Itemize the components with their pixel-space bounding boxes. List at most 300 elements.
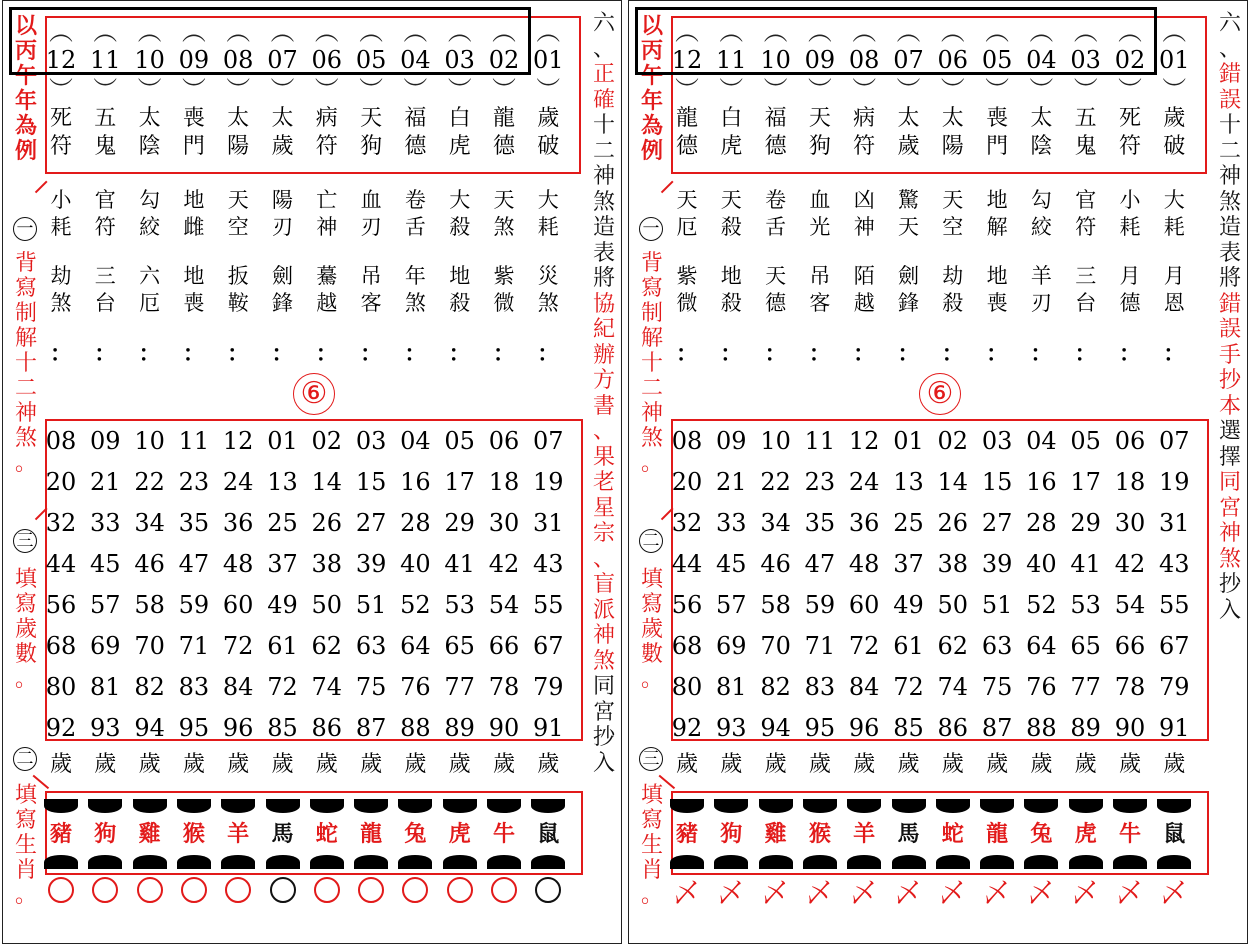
secondary-god-a: 天殺	[720, 188, 742, 239]
position-number: 07	[893, 46, 924, 74]
age-number: 38	[937, 550, 969, 578]
step3-char: 寫	[640, 592, 663, 617]
title-char: 抄	[592, 725, 615, 750]
age-number: 27	[981, 509, 1013, 537]
god-name: 病符	[853, 106, 876, 159]
step1-char: 神	[640, 401, 663, 426]
paren-open: ︵	[359, 18, 384, 46]
secondary-god-b: 天德	[765, 264, 787, 315]
step1-number: 一	[639, 217, 663, 241]
left-panel-correct-table	[2, 0, 622, 944]
cross-mark: 乄	[984, 879, 1011, 909]
age-number: 26	[311, 509, 343, 537]
title-char: 神	[592, 623, 615, 648]
age-number: 62	[311, 632, 343, 660]
step1-text	[637, 251, 667, 476]
title-char: 老	[592, 470, 615, 495]
age-number: 08	[671, 427, 703, 455]
age-number: 18	[1114, 468, 1146, 496]
title-char: 二	[1218, 138, 1241, 164]
example-char: 年	[14, 88, 37, 114]
title-char: 六	[1218, 11, 1241, 36]
step3-char: 寫	[14, 592, 37, 617]
age-number: 83	[804, 673, 836, 701]
sui-label: 歲	[897, 752, 920, 777]
example-char: 午	[14, 63, 37, 89]
secondary-god-a: 地雌	[183, 188, 205, 239]
paren-open: ︵	[1162, 18, 1187, 46]
secondary-god-a: 大耗	[1163, 188, 1185, 239]
title-char: 十	[1218, 113, 1241, 138]
dots-separator: ：	[986, 341, 1009, 367]
sui-label: 歲	[182, 752, 205, 777]
zodiac-inner-box	[9, 7, 531, 75]
sui-label: 歲	[315, 752, 338, 777]
zodiac-cap-top	[670, 799, 704, 813]
paren-open: ︵	[675, 18, 699, 46]
paren-open: ︵	[1029, 18, 1054, 46]
step2-text	[637, 783, 667, 908]
dots-separator: ：	[1163, 341, 1186, 367]
dots-separator: ：	[138, 341, 161, 367]
paren-open: ︵	[536, 18, 561, 46]
age-number: 63	[355, 632, 387, 660]
secondary-god-b: 羊刃	[1030, 264, 1052, 315]
age-number: 92	[671, 714, 703, 742]
example-char: 例	[14, 138, 37, 164]
age-number: 41	[1070, 550, 1101, 578]
example-char: 丙	[14, 38, 37, 64]
step1-char: 解	[14, 326, 37, 351]
title-char: 煞	[592, 189, 615, 215]
age-number: 26	[937, 509, 969, 537]
zodiac-cell	[310, 799, 344, 869]
sui-label: 歲	[492, 752, 515, 777]
zodiac-cell	[980, 799, 1014, 869]
circle-mark	[491, 877, 517, 903]
title-char: 錯	[1218, 291, 1241, 317]
position-number: 09	[804, 46, 836, 74]
dots-separator: ：	[360, 341, 383, 367]
age-number: 84	[848, 673, 880, 701]
position-number: 09	[178, 46, 210, 74]
zodiac-cap-bottom	[759, 855, 793, 869]
example-char: 以	[640, 13, 663, 39]
title-char: 同	[1218, 470, 1241, 495]
dots-separator: ：	[1074, 341, 1097, 367]
paren-close: ︶	[536, 76, 561, 104]
age-number: 93	[716, 714, 747, 742]
title-char: 宮	[1218, 495, 1241, 521]
step1-arrow	[35, 181, 47, 193]
paren-close: ︶	[137, 76, 162, 104]
age-number: 81	[716, 673, 747, 701]
age-number: 40	[400, 550, 431, 578]
god-name: 喪門	[986, 106, 1009, 159]
age-number: 92	[45, 714, 77, 742]
age-number: 06	[488, 427, 520, 455]
zodiac-cap-bottom	[88, 855, 122, 869]
cross-mark: 乄	[806, 879, 833, 909]
age-number: 87	[355, 714, 387, 742]
zodiac-cap-top	[1024, 799, 1058, 813]
paren-open: ︵	[1118, 18, 1142, 46]
age-number: 27	[355, 509, 387, 537]
step1-char: 。	[640, 451, 663, 476]
step3-number: 三	[13, 529, 37, 553]
age-number: 65	[1070, 632, 1101, 660]
title-char: 、	[1218, 36, 1241, 62]
vertical-title	[589, 11, 619, 776]
secondary-god-b: 地喪	[183, 264, 205, 315]
age-number: 22	[134, 468, 165, 496]
step3-char: 填	[14, 567, 37, 592]
zodiac-inner-box	[635, 7, 1157, 75]
age-number: 21	[716, 468, 747, 496]
title-char: 表	[592, 240, 615, 266]
paren-close: ︶	[492, 76, 516, 104]
age-number: 78	[1114, 673, 1146, 701]
age-number: 42	[488, 550, 520, 578]
zodiac-cap-bottom	[487, 855, 521, 869]
god-name: 太陰	[138, 106, 161, 159]
age-number: 48	[222, 550, 254, 578]
step1-char: 。	[14, 451, 37, 476]
age-number: 40	[1026, 550, 1057, 578]
paren-close: ︶	[807, 76, 832, 104]
age-number: 72	[267, 673, 298, 701]
position-number: 10	[134, 46, 165, 74]
sui-label: 歲	[537, 752, 560, 777]
dots-separator: ：	[492, 341, 515, 367]
sui-label: 歲	[1074, 752, 1097, 777]
age-number: 70	[760, 632, 791, 660]
zodiac-cell	[221, 799, 255, 869]
age-number: 74	[937, 673, 969, 701]
paren-open: ︵	[314, 18, 339, 46]
cross-mark: 乄	[1028, 879, 1055, 909]
zodiac-cap-bottom	[177, 855, 211, 869]
zodiac-cell	[354, 799, 388, 869]
age-number: 58	[760, 591, 791, 619]
secondary-god-b: 月德	[1119, 264, 1141, 315]
age-number: 10	[760, 427, 791, 455]
age-number: 45	[716, 550, 747, 578]
age-number: 55	[1159, 591, 1190, 619]
title-char: 二	[592, 138, 615, 164]
zodiac-animal: 虎	[1074, 821, 1097, 847]
zodiac-cap-bottom	[892, 855, 926, 869]
god-name: 天狗	[808, 106, 831, 159]
age-number: 03	[981, 427, 1013, 455]
step2-char: 肖	[640, 858, 663, 883]
age-number: 30	[1114, 509, 1146, 537]
age-number: 83	[178, 673, 210, 701]
age-number: 15	[981, 468, 1013, 496]
age-number: 16	[400, 468, 431, 496]
zodiac-cell	[88, 799, 122, 869]
secondary-god-a: 勾絞	[139, 188, 161, 239]
paren-open: ︵	[137, 18, 162, 46]
paren-open: ︵	[226, 18, 251, 46]
god-name: 天狗	[360, 106, 383, 159]
age-number: 22	[760, 468, 791, 496]
age-number: 07	[1159, 427, 1190, 455]
zodiac-cap-top	[398, 799, 432, 813]
dots-separator: ：	[764, 341, 787, 367]
age-number: 75	[355, 673, 387, 701]
age-number: 33	[90, 509, 121, 537]
title-char: 星	[592, 495, 615, 521]
paren-open: ︵	[49, 18, 73, 46]
zodiac-cap-bottom	[443, 855, 477, 869]
age-number: 57	[90, 591, 121, 619]
secondary-god-a: 小耗	[50, 188, 72, 239]
age-number: 60	[222, 591, 254, 619]
dots-separator: ：	[1030, 341, 1053, 367]
age-number: 17	[444, 468, 475, 496]
zodiac-cap-bottom	[44, 855, 78, 869]
age-number: 28	[1026, 509, 1057, 537]
paren-open: ︵	[492, 18, 516, 46]
zodiac-cell	[759, 799, 793, 869]
title-char: 宗	[592, 521, 615, 546]
age-number: 18	[488, 468, 520, 496]
secondary-god-a: 天空	[942, 188, 964, 239]
position-number: 10	[760, 46, 791, 74]
title-char: 辦	[592, 342, 615, 368]
step2-number: 二	[13, 747, 37, 771]
paren-open: ︵	[447, 18, 472, 46]
age-number: 52	[400, 591, 431, 619]
title-char: 方	[592, 368, 615, 393]
zodiac-cap-bottom	[354, 855, 388, 869]
zodiac-cap-top	[443, 799, 477, 813]
step2-char: 寫	[640, 808, 663, 833]
secondary-god-a: 官符	[94, 188, 116, 239]
zodiac-cap-top	[980, 799, 1014, 813]
paren-open: ︵	[940, 18, 965, 46]
secondary-god-b: 六厄	[139, 264, 161, 315]
sui-label: 歲	[808, 752, 831, 777]
sui-label: 歲	[227, 752, 250, 777]
step3-char: 。	[14, 667, 37, 692]
step1-number: 一	[13, 217, 37, 241]
paren-close: ︶	[181, 76, 206, 104]
age-number: 25	[267, 509, 298, 537]
circle-mark	[358, 877, 384, 903]
age-number: 33	[716, 509, 747, 537]
zodiac-cell	[936, 799, 970, 869]
paren-close: ︶	[985, 76, 1010, 104]
step3-char: 數	[14, 642, 37, 667]
age-number: 08	[45, 427, 77, 455]
age-number: 55	[533, 591, 564, 619]
step1-char: 煞	[640, 426, 663, 451]
position-number: 01	[1159, 46, 1190, 74]
dots-separator: ：	[720, 341, 743, 367]
example-char: 為	[640, 113, 663, 139]
age-number: 90	[488, 714, 520, 742]
age-number: 54	[1114, 591, 1146, 619]
age-number: 36	[222, 509, 254, 537]
zodiac-cap-top	[1113, 799, 1147, 813]
zodiac-animal: 兔	[1030, 821, 1053, 847]
age-number: 11	[178, 427, 210, 455]
age-number: 05	[1070, 427, 1101, 455]
paren-close: ︶	[675, 76, 699, 104]
title-char: 煞	[1218, 189, 1241, 215]
step1-char: 背	[640, 251, 663, 276]
step3-char: 數	[640, 642, 663, 667]
age-number: 88	[400, 714, 431, 742]
age-number: 37	[267, 550, 298, 578]
zodiac-cap-bottom	[1157, 855, 1191, 869]
age-number: 89	[1070, 714, 1101, 742]
age-number: 01	[267, 427, 298, 455]
step1-char: 寫	[640, 276, 663, 301]
example-char: 為	[14, 113, 37, 139]
sui-label: 歲	[49, 752, 72, 777]
right-panel-wrong-table	[628, 0, 1248, 944]
age-number: 09	[90, 427, 121, 455]
step2-char: 。	[640, 883, 663, 908]
paren-close: ︶	[1118, 76, 1142, 104]
age-number: 78	[488, 673, 520, 701]
secondary-god-a: 陽刃	[272, 188, 293, 239]
zodiac-cap-top	[1069, 799, 1103, 813]
zodiac-cell	[670, 799, 704, 869]
dots-separator: ：	[315, 341, 338, 367]
cross-mark: 乄	[939, 879, 966, 909]
god-name: 五鬼	[94, 106, 117, 159]
age-number: 68	[671, 632, 703, 660]
age-number: 79	[533, 673, 564, 701]
age-number: 34	[134, 509, 165, 537]
zodiac-animal: 牛	[492, 821, 515, 847]
title-char: 入	[592, 750, 615, 776]
age-number: 86	[311, 714, 343, 742]
circle-mark	[535, 877, 561, 903]
paren-close: ︶	[852, 76, 877, 104]
zodiac-cap-bottom	[221, 855, 255, 869]
age-number: 44	[45, 550, 77, 578]
age-number: 13	[893, 468, 924, 496]
age-number: 31	[1159, 509, 1190, 537]
zodiac-animal: 馬	[897, 821, 920, 847]
god-name: 歲破	[537, 106, 560, 159]
title-char: 選	[1218, 419, 1241, 444]
age-number: 19	[1159, 468, 1190, 496]
title-char: 果	[592, 444, 615, 470]
step1-text	[11, 251, 41, 476]
circle-mark	[48, 877, 74, 903]
step2-text	[11, 783, 41, 908]
title-char: 將	[1218, 266, 1241, 291]
age-number: 11	[804, 427, 836, 455]
paren-close: ︶	[1162, 76, 1187, 104]
dots-separator: ：	[49, 341, 72, 367]
position-number: 07	[267, 46, 298, 74]
title-char: 協	[592, 291, 615, 317]
age-number: 94	[760, 714, 791, 742]
step1-char: 寫	[14, 276, 37, 301]
paren-close: ︶	[447, 76, 472, 104]
age-number: 88	[1026, 714, 1057, 742]
age-number: 63	[981, 632, 1013, 660]
zodiac-cap-bottom	[847, 855, 881, 869]
age-number: 44	[671, 550, 703, 578]
zodiac-cap-top	[1157, 799, 1191, 813]
position-number: 04	[400, 46, 431, 74]
god-name: 龍德	[492, 106, 515, 159]
title-char: 神	[592, 164, 615, 189]
age-number: 35	[804, 509, 836, 537]
zodiac-animal: 猴	[808, 821, 831, 847]
sui-label: 歲	[986, 752, 1009, 777]
position-number: 02	[488, 46, 520, 74]
paren-close: ︶	[270, 76, 295, 104]
age-number: 56	[671, 591, 703, 619]
position-number: 11	[716, 46, 747, 74]
age-number: 14	[937, 468, 969, 496]
position-number: 08	[848, 46, 880, 74]
zodiac-cap-bottom	[310, 855, 344, 869]
age-number: 95	[804, 714, 836, 742]
age-number: 56	[45, 591, 77, 619]
age-number: 84	[222, 673, 254, 701]
zodiac-animal: 雞	[764, 821, 787, 847]
age-number: 36	[848, 509, 880, 537]
god-name: 太陽	[227, 106, 250, 159]
step1-arrow	[661, 181, 673, 193]
position-number: 05	[981, 46, 1013, 74]
secondary-god-b: 陌越	[853, 264, 875, 315]
paren-close: ︶	[403, 76, 428, 104]
zodiac-cap-top	[44, 799, 78, 813]
age-number: 16	[1026, 468, 1057, 496]
paren-open: ︵	[852, 18, 877, 46]
position-number: 06	[937, 46, 969, 74]
title-char: 誤	[1218, 87, 1241, 113]
step3-char: 填	[640, 567, 663, 592]
age-number: 58	[134, 591, 165, 619]
secondary-god-a: 天煞	[493, 188, 515, 239]
zodiac-cap-top	[892, 799, 926, 813]
age-number: 62	[937, 632, 969, 660]
age-number: 38	[311, 550, 343, 578]
god-name: 死符	[1118, 106, 1141, 159]
age-number: 51	[981, 591, 1013, 619]
age-number: 04	[1026, 427, 1057, 455]
age-number: 94	[134, 714, 165, 742]
zodiac-animal: 羊	[227, 821, 250, 847]
paren-close: ︶	[763, 76, 788, 104]
step1-char: 煞	[14, 426, 37, 451]
step2-char: 寫	[14, 808, 37, 833]
age-number: 76	[400, 673, 431, 701]
zodiac-animal: 龍	[986, 821, 1009, 847]
zodiac-cap-top	[133, 799, 167, 813]
god-name: 福德	[404, 106, 427, 159]
title-char: 確	[592, 87, 615, 113]
zodiac-cell	[133, 799, 167, 869]
paren-open: ︵	[181, 18, 206, 46]
cross-mark: 乄	[1072, 879, 1099, 909]
secondary-god-b: 吊客	[809, 264, 831, 315]
secondary-god-a: 小耗	[1119, 188, 1141, 239]
step2-char: 生	[14, 833, 37, 858]
